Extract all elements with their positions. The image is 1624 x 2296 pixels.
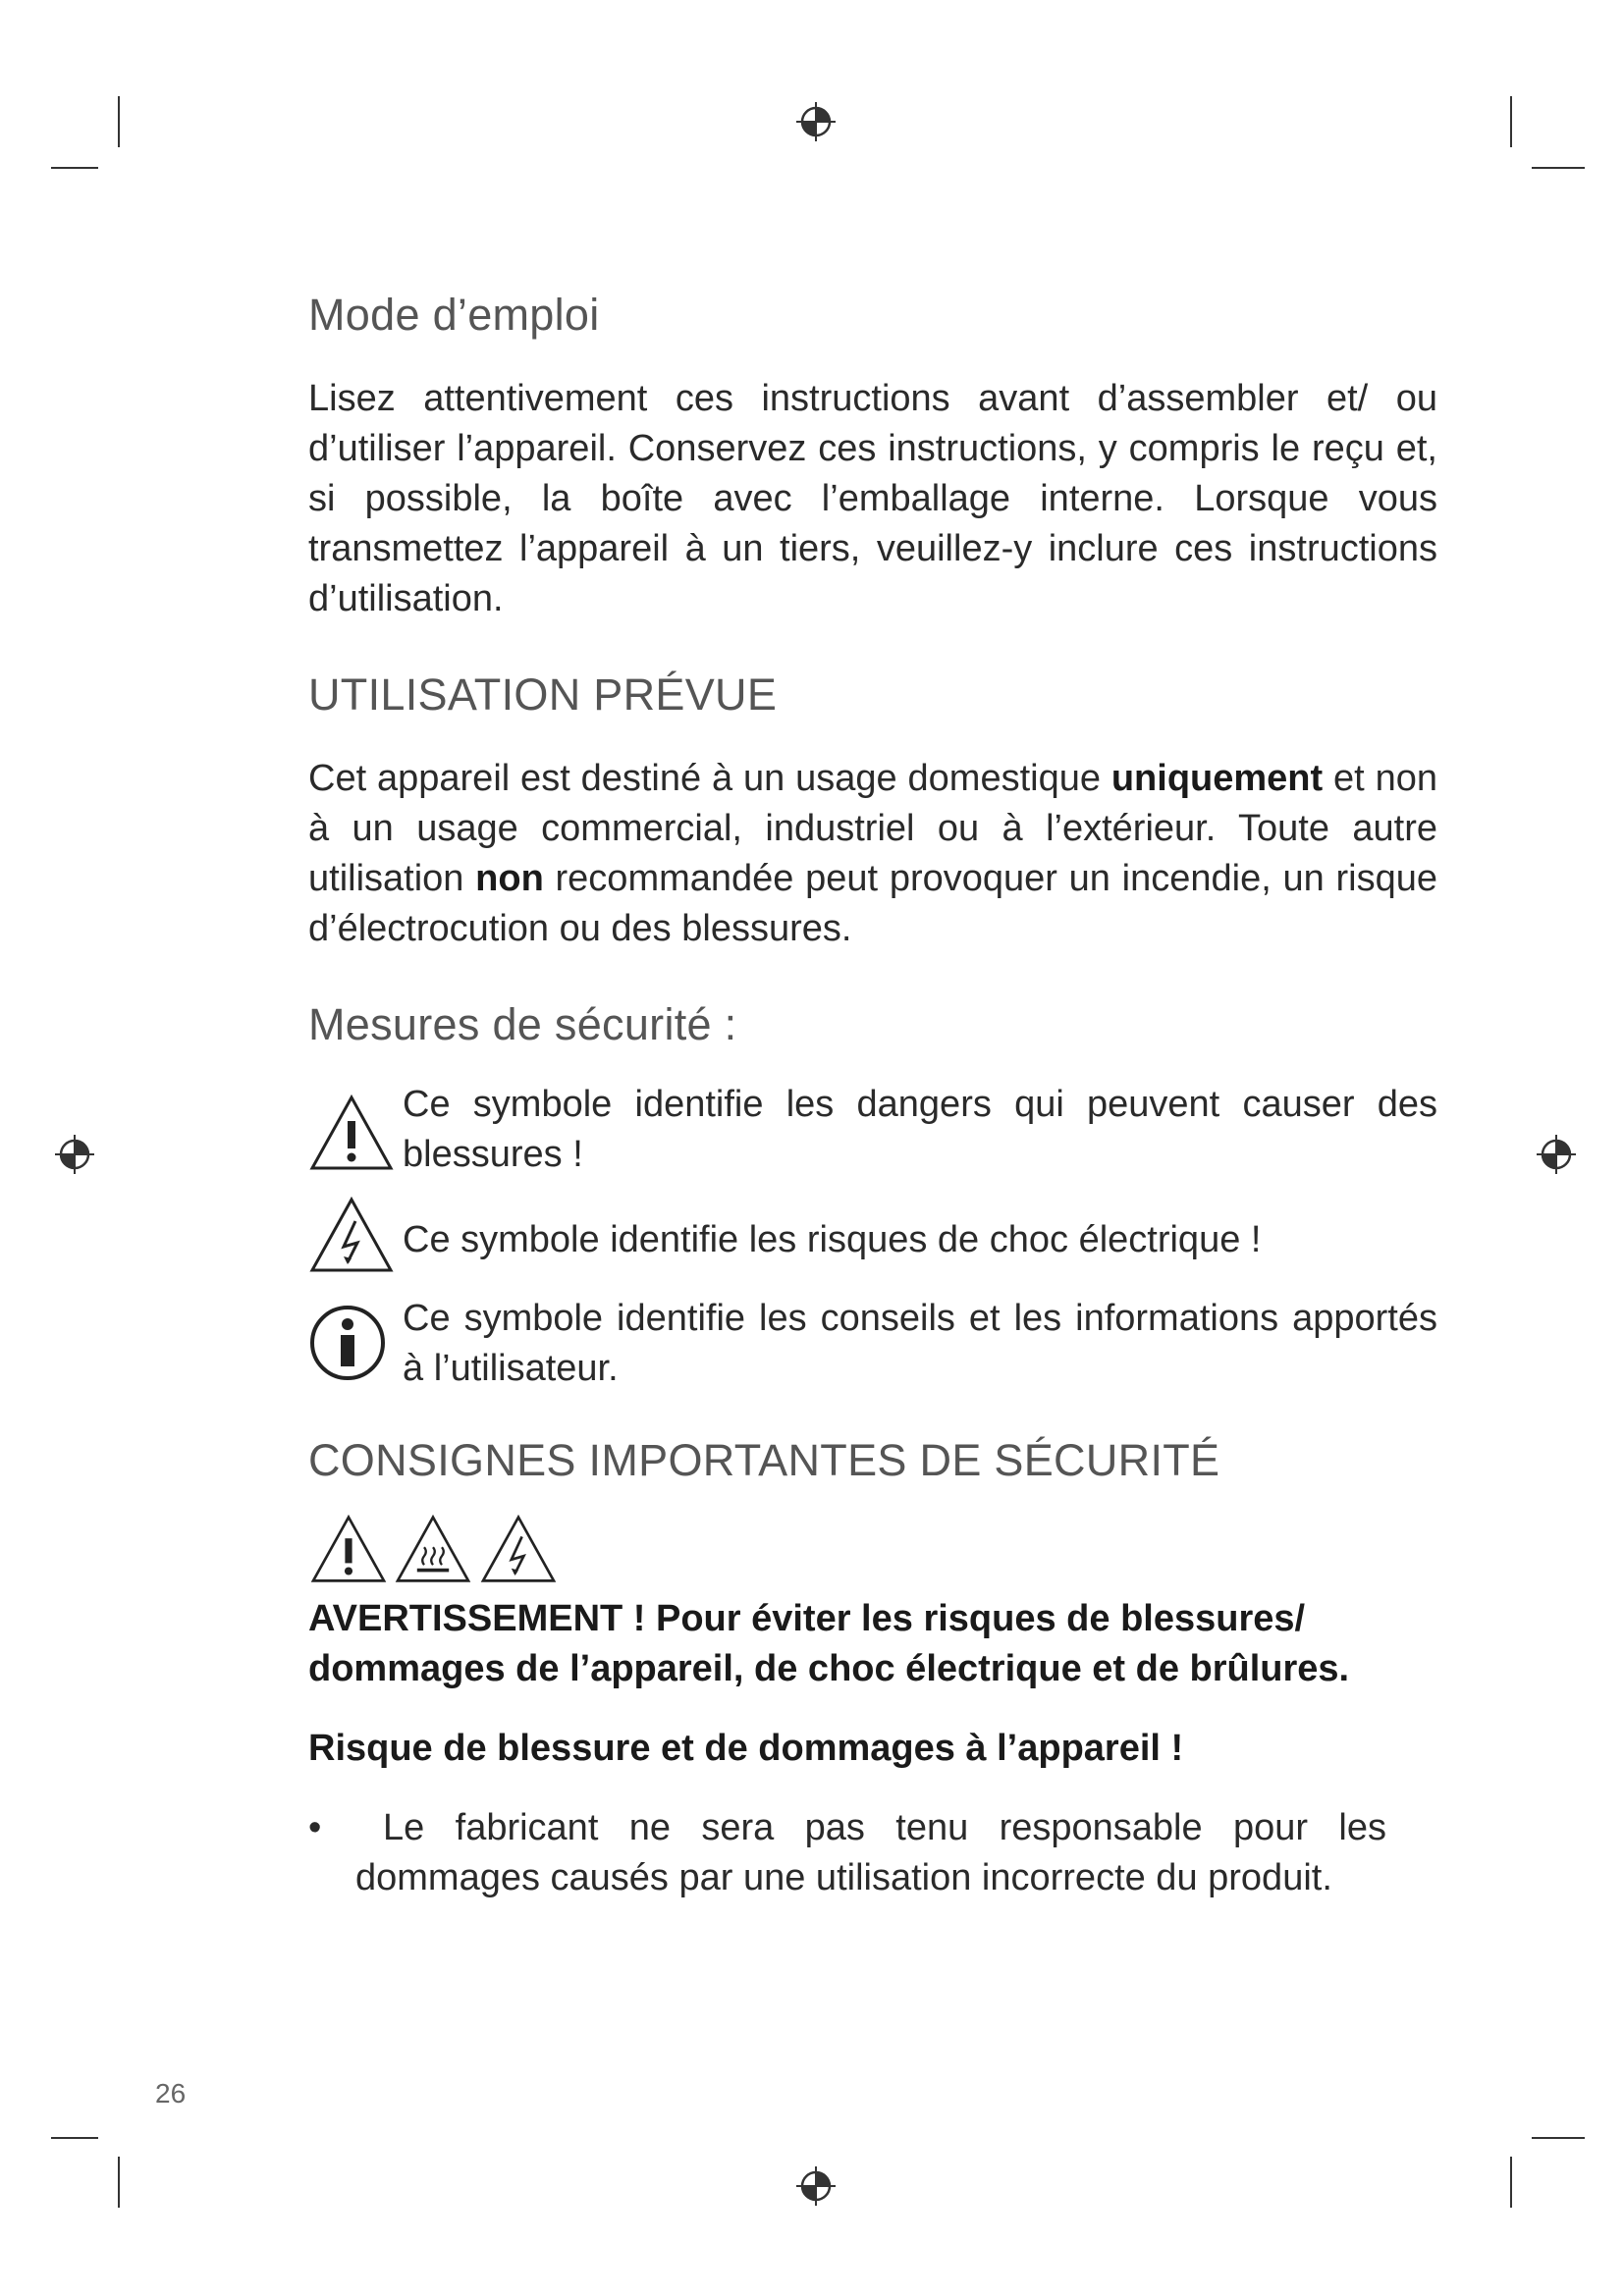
registration-mark-bottom-icon	[794, 2164, 838, 2208]
symbol-text-danger: Ce symbole identifie les dangers qui peuvent causer des blessures !	[403, 1084, 1437, 1175]
page-content	[308, 290, 1437, 1903]
electric-shock-icon	[478, 1514, 559, 1584]
registration-mark-right-icon	[1535, 1133, 1578, 1176]
symbol-text-electric: Ce symbole identifie les risques de choc électrique !	[403, 1219, 1262, 1260]
intended-use-paragraph: Cet appareil est destiné à un usage domestique uniquement et non à un usage commercial, industriel ou à l’extérieur. Toute autre utilisation non recommandée peut provoquer un incendie, un risque d’électrocution ou des blessures.	[308, 758, 1437, 949]
crop-mark-tr-v	[1510, 96, 1512, 147]
symbol-row-electric	[308, 1200, 1437, 1278]
warning-text: AVERTISSEMENT ! Pour éviter les risques de blessures/ dommages de l’appareil, de choc électrique et de brûlures.	[308, 1598, 1350, 1689]
crop-mark-bl-h	[51, 2137, 98, 2139]
bullet-icon: •	[308, 1807, 322, 1848]
crop-mark-br-h	[1532, 2137, 1585, 2139]
list-item	[308, 1803, 1386, 1903]
important-heading: CONSIGNES IMPORTANTES DE SÉCURITÉ	[308, 1435, 1220, 1485]
intended-use-heading: UTILISATION PRÉVUE	[308, 669, 778, 720]
registration-mark-top-icon	[794, 100, 838, 143]
hot-surface-icon	[393, 1514, 473, 1584]
info-icon	[308, 1304, 387, 1382]
page-number: 26	[155, 2078, 187, 2109]
crop-mark-tr-h	[1532, 167, 1585, 169]
crop-mark-tl-h	[51, 167, 98, 169]
hazard-icons	[308, 1514, 1437, 1586]
symbol-row-danger	[308, 1080, 1437, 1180]
crop-mark-tl-v	[118, 96, 120, 147]
symbol-text-info: Ce symbole identifie les conseils et les informations apportés à l’utilisateur.	[403, 1298, 1437, 1389]
crop-mark-br-v	[1510, 2157, 1512, 2208]
warning-exclamation-icon	[308, 1094, 395, 1172]
registration-mark-left-icon	[53, 1133, 96, 1176]
symbol-row-info	[308, 1294, 1437, 1394]
risk-subheading: Risque de blessure et de dommages à l’appareil !	[308, 1728, 1184, 1769]
electric-shock-icon	[308, 1196, 395, 1274]
warning-exclamation-icon	[308, 1514, 389, 1584]
bullet-text: Le fabricant ne sera pas tenu responsable pour les dommages causés par une utilisation incorrecte du produit.	[355, 1807, 1386, 1898]
intro-paragraph: Lisez attentivement ces instructions avant d’assembler et/ ou d’utiliser l’appareil. Conservez ces instructions, y compris le reçu et, si possible, la boîte avec l’emballage interne. Lorsque vous transmettez l’appareil à un tiers, veuillez-y inclure ces instructions d’utilisation.	[308, 378, 1437, 619]
safety-heading: Mesures de sécurité :	[308, 999, 737, 1049]
crop-mark-bl-v	[118, 2157, 120, 2208]
page-title: Mode d’emploi	[308, 290, 600, 340]
